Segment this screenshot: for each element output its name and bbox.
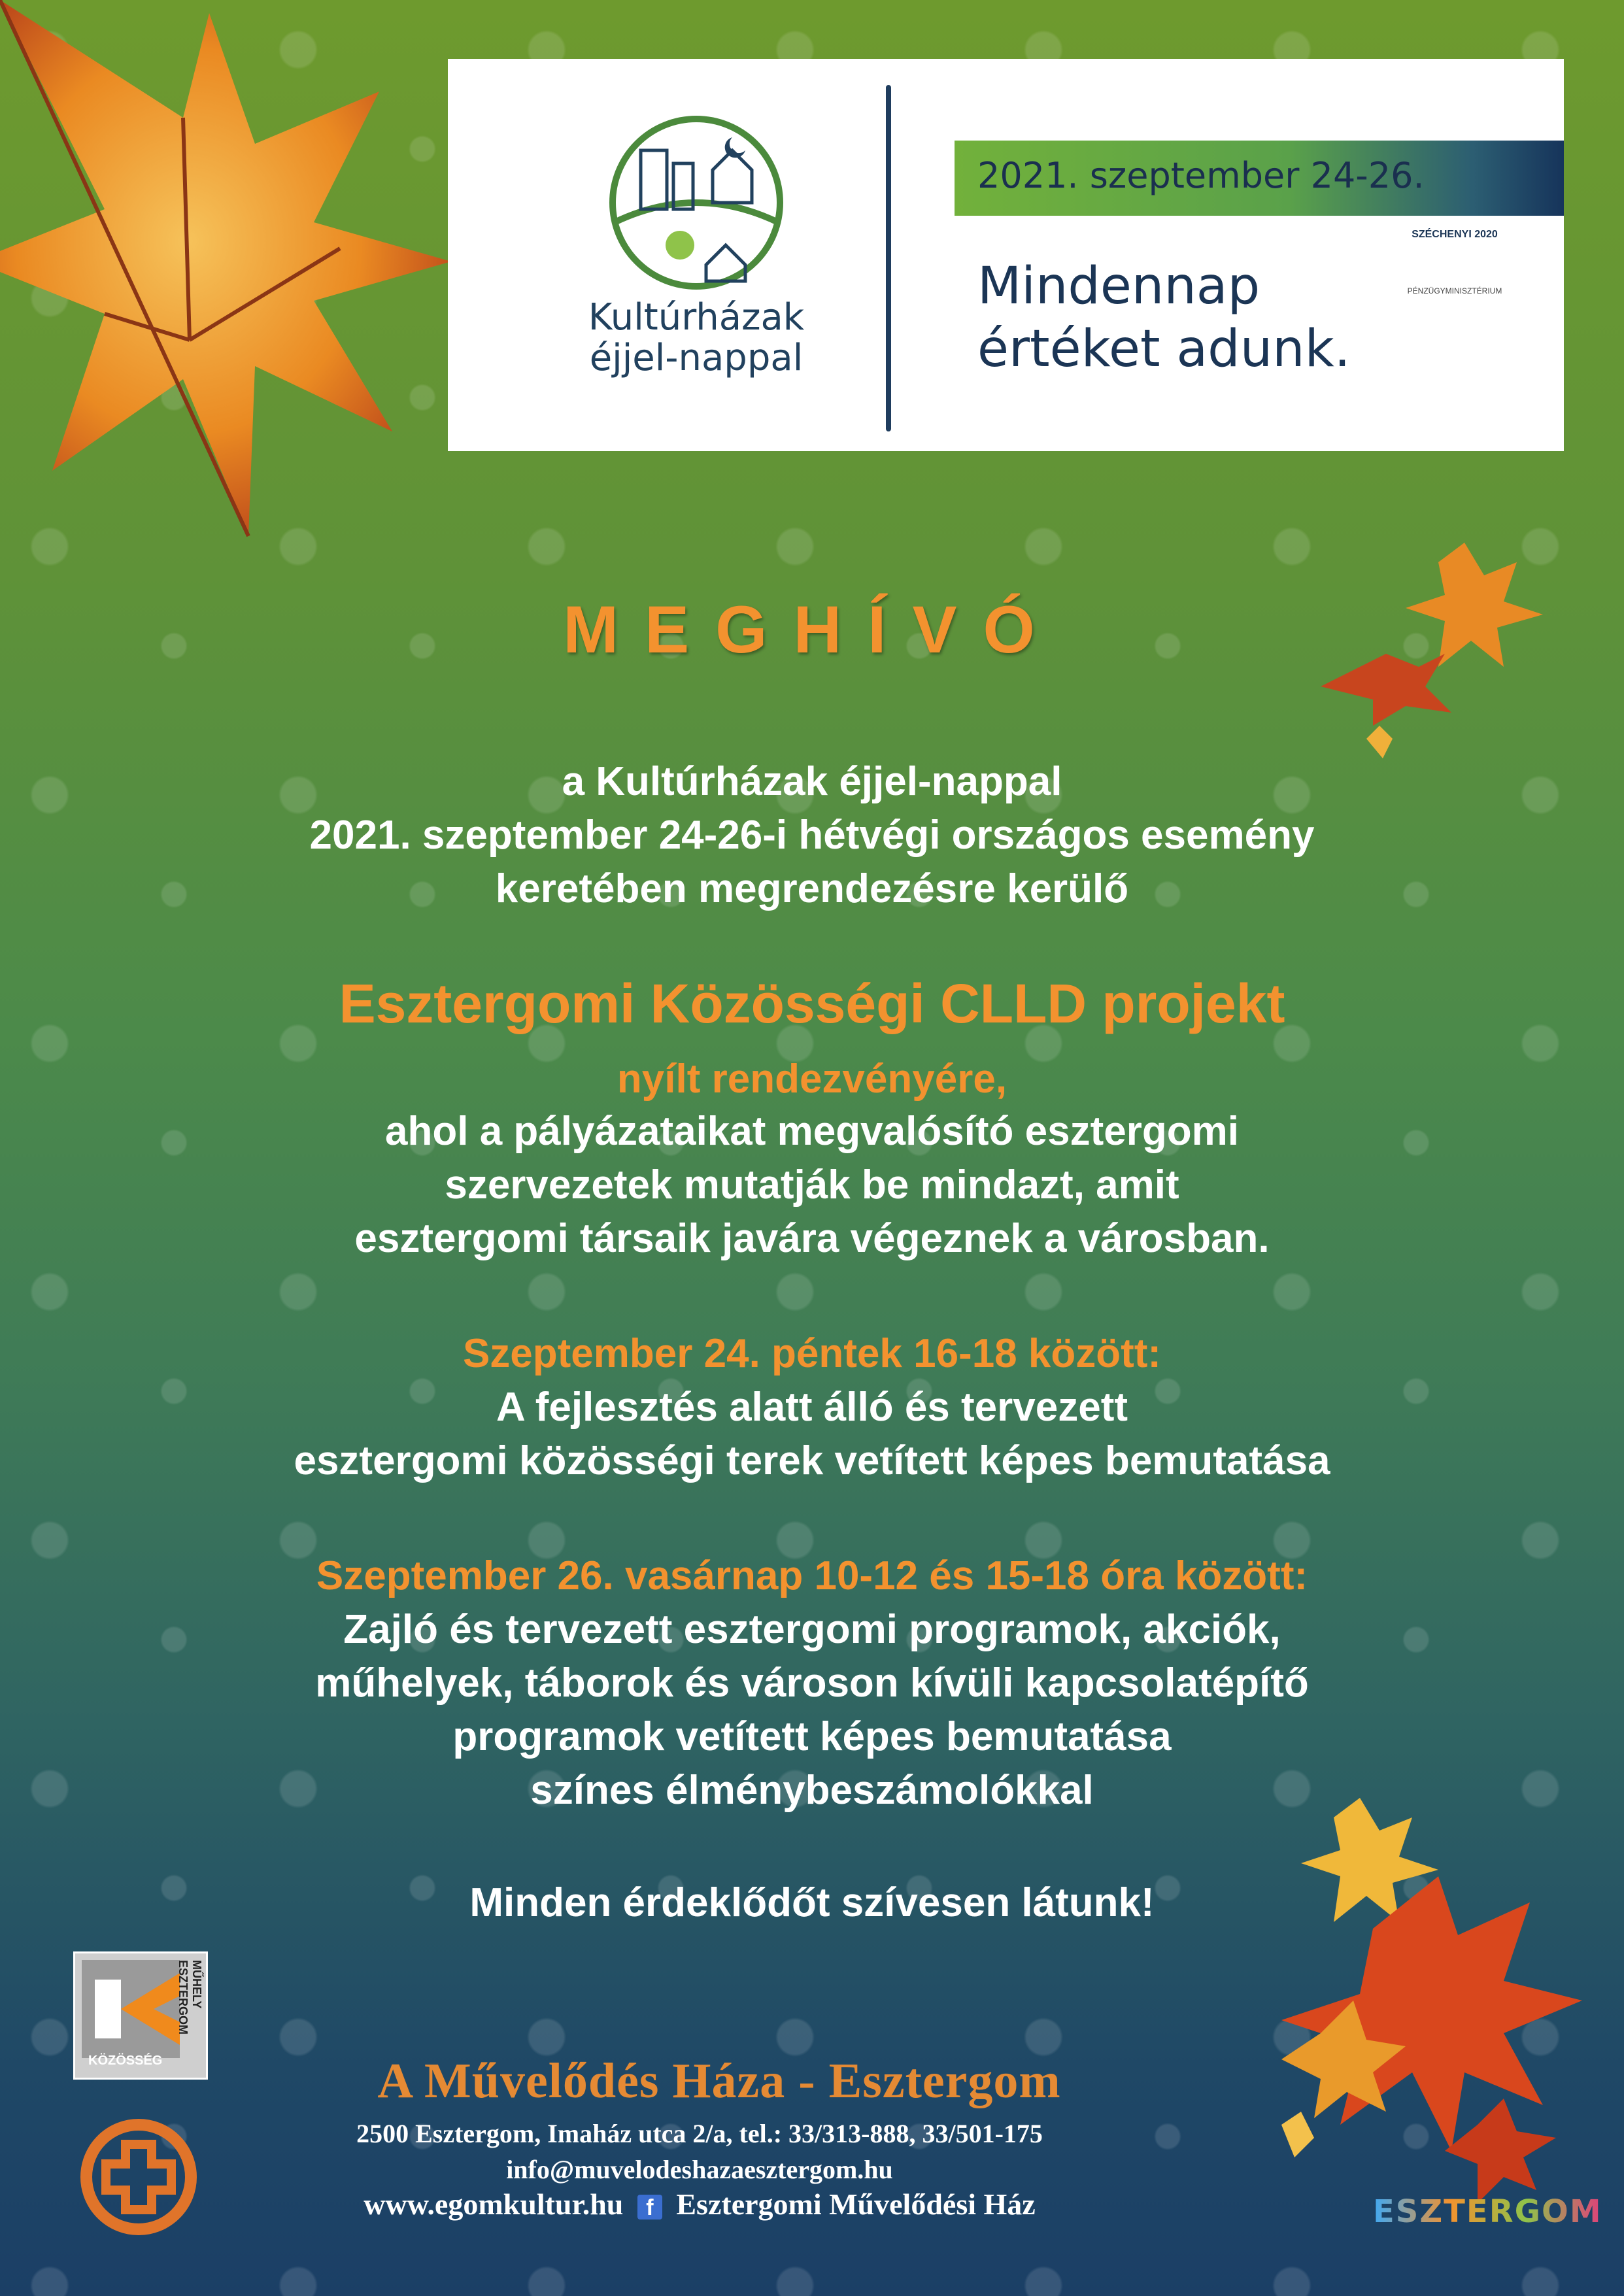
slogan-line-1: Mindennap bbox=[977, 257, 1260, 316]
date-banner bbox=[955, 141, 1564, 216]
kulturhazak-logo bbox=[579, 111, 814, 379]
intro-line: a Kultúrházak éjjel-nappal bbox=[562, 759, 1062, 804]
description-line: szervezetek mutatják be mindazt, amit bbox=[445, 1162, 1179, 1207]
event-subtitle: nyílt rendezvényére, bbox=[617, 1056, 1007, 1102]
date2-line: színes élménybeszámolókkal bbox=[530, 1768, 1094, 1813]
invite-title: MEGHÍVÓ bbox=[563, 592, 1061, 667]
website-link[interactable]: www.egomkultur.hu bbox=[364, 2187, 624, 2221]
date1-heading: Szeptember 24. péntek 16-18 között: bbox=[462, 1331, 1162, 1376]
intro-line: keretében megrendezésre kerülő bbox=[495, 866, 1129, 911]
event-name: Esztergomi Közösségi CLLD projekt bbox=[339, 973, 1285, 1034]
email[interactable]: info@muvelodeshazaesztergom.hu bbox=[506, 2155, 893, 2184]
date2-line: műhelyek, táborok és városon kívüli kapcsolatépítő bbox=[315, 1661, 1309, 1706]
organization-name: A Művelődés Háza - Esztergom bbox=[377, 2053, 1061, 2108]
date1-description bbox=[0, 1381, 1624, 1488]
date2-heading: Szeptember 26. vasárnap 10-12 és 15-18 óra között: bbox=[316, 1553, 1308, 1598]
header-banner bbox=[448, 59, 1564, 451]
kozosseg-vertical-label: MŰHELY ESZTERGOM bbox=[177, 1960, 203, 2035]
date1-line: esztergomi közösségi terek vetített képes bemutatása bbox=[294, 1438, 1330, 1483]
szechenyi-label: SZÉCHENYI 2020 bbox=[1412, 229, 1498, 240]
web-links bbox=[0, 2187, 1399, 2221]
slogan-line-2: értéket adunk. bbox=[977, 320, 1351, 379]
kozosseg-label: KÖZÖSSÉG bbox=[88, 2053, 163, 2068]
closing-line: Minden érdeklődőt szívesen látunk! bbox=[469, 1880, 1155, 1925]
intro-paragraph bbox=[0, 755, 1624, 916]
esztergom-logo-text: ESZTERGOM bbox=[1373, 2193, 1602, 2230]
facebook-link[interactable]: Esztergomi Művelődési Ház bbox=[676, 2187, 1036, 2221]
facebook-icon: f bbox=[637, 2195, 662, 2220]
esztergom-city-logo bbox=[1373, 2193, 1602, 2230]
intro-line: 2021. szeptember 24-26-i hétvégi országos esemény bbox=[309, 813, 1315, 858]
logo-line-1: Kultúrházak bbox=[588, 296, 805, 339]
logo-line-2: éjjel-nappal bbox=[589, 337, 804, 379]
village-icon bbox=[601, 111, 791, 294]
event-date: 2021. szeptember 24-26. bbox=[977, 155, 1425, 196]
address: 2500 Esztergom, Imaház utca 2/a, tel.: 33/313-888, 33/501-175 bbox=[356, 2119, 1043, 2148]
date1-line: A fejlesztés alatt álló és tervezett bbox=[496, 1385, 1128, 1430]
description-paragraph bbox=[0, 1105, 1624, 1266]
chevron-logo-icon bbox=[82, 1960, 180, 2058]
description-line: esztergomi társaik javára végeznek a városban. bbox=[354, 1216, 1270, 1261]
szechenyi-logo bbox=[1357, 229, 1553, 399]
date2-line: programok vetített képes bemutatása bbox=[452, 1714, 1172, 1759]
slogan bbox=[977, 255, 1351, 380]
description-line: ahol a pályázataikat megvalósító esztergomi bbox=[385, 1109, 1239, 1154]
header-divider bbox=[886, 85, 891, 431]
date2-line: Zajló és tervezett esztergomi programok, akciók, bbox=[343, 1607, 1281, 1652]
maple-leaves-cluster-decoration bbox=[1242, 1785, 1608, 2216]
maple-leaf-large-decoration bbox=[0, 0, 471, 549]
ministry-label: PÉNZÜGYMINISZTÉRIUM bbox=[1407, 286, 1502, 295]
date2-description bbox=[0, 1603, 1624, 1817]
